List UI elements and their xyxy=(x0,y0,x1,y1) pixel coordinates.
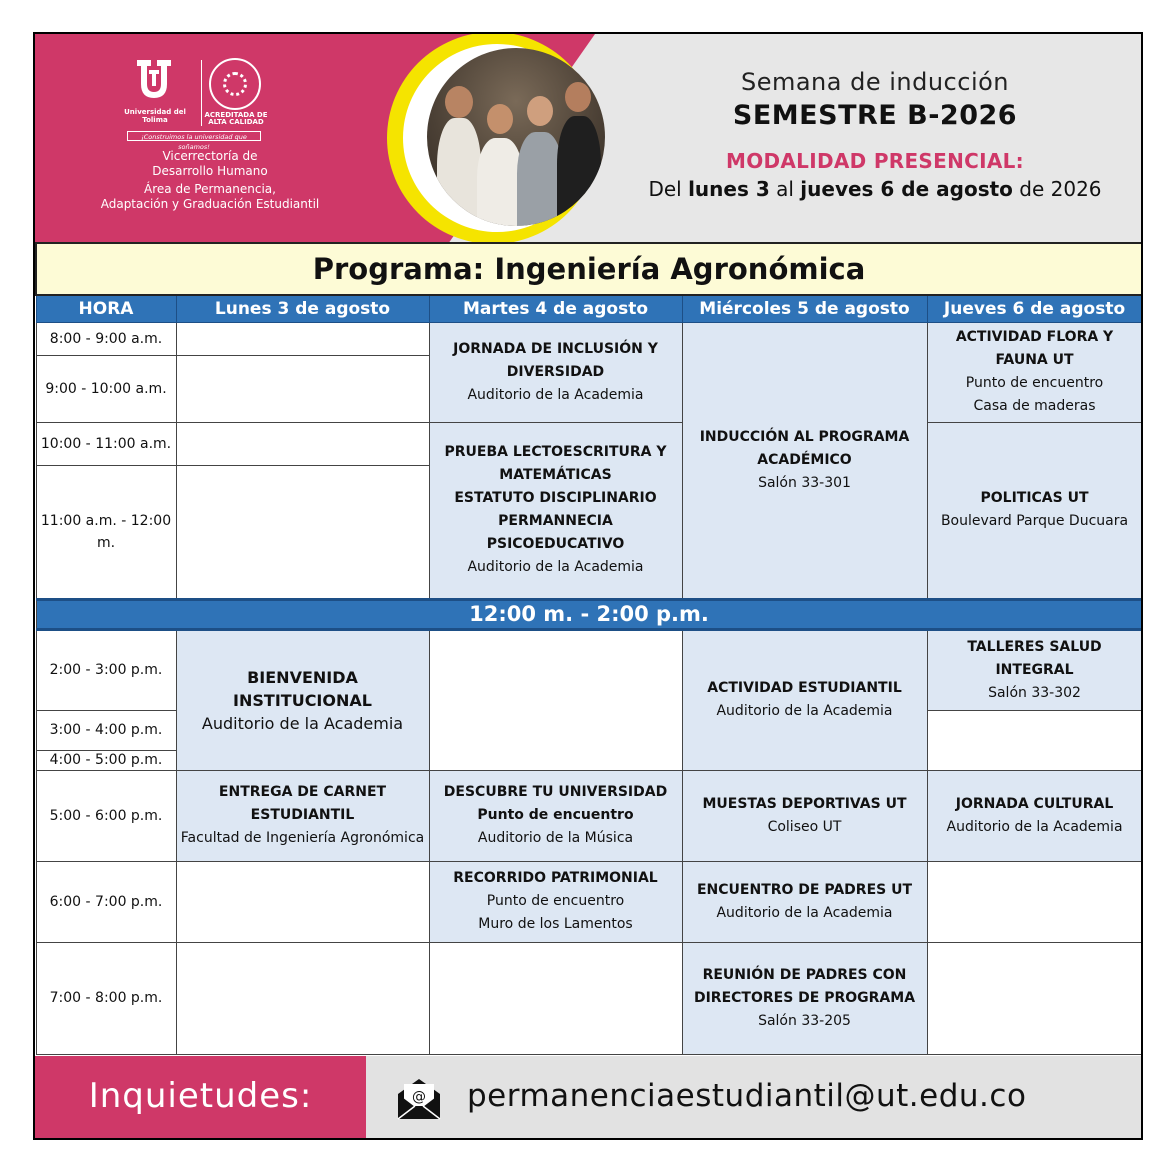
accreditation-seal-icon xyxy=(209,58,261,110)
hour-cell: 2:00 - 3:00 p.m. xyxy=(36,629,176,710)
empty-cell xyxy=(429,629,682,770)
event-cell: POLITICAS UT Boulevard Parque Ducuara xyxy=(927,422,1142,599)
empty-cell xyxy=(927,942,1142,1054)
event-cell: BIENVENIDA INSTITUCIONAL Auditorio de la Academia xyxy=(176,629,429,770)
event-cell: PRUEBA LECTOESCRITURA Y MATEMÁTICAS ESTATUTO DISCIPLINARIO PERMANNECIA PSICOEDUCATIVO Auditorio de la Academia xyxy=(429,422,682,599)
inquiries-label: Inquietudes: xyxy=(88,1076,313,1116)
program-title: Programa: Ingeniería Agronómica xyxy=(36,243,1142,295)
column-header-thursday: Jueves 6 de agosto xyxy=(927,295,1142,322)
event-cell: RECORRIDO PATRIMONIAL Punto de encuentro Muro de los Lamentos xyxy=(429,861,682,942)
empty-cell xyxy=(176,422,429,465)
empty-cell xyxy=(176,355,429,422)
event-dates: Del lunes 3 al jueves 6 de agosto de 2026 xyxy=(648,177,1102,201)
office-name: Vicerrectoría de Desarrollo Humano Área de Permanencia, Adaptación y Graduación Estudiantil xyxy=(100,149,320,211)
event-cell: ENCUENTRO DE PADRES UT Auditorio de la Academia xyxy=(682,861,927,942)
empty-cell xyxy=(927,861,1142,942)
hour-cell: 3:00 - 4:00 p.m. xyxy=(36,710,176,750)
empty-cell xyxy=(176,322,429,355)
event-cell: ACTIVIDAD ESTUDIANTIL Auditorio de la Academia xyxy=(682,629,927,770)
hour-cell: 5:00 - 6:00 p.m. xyxy=(36,770,176,861)
empty-cell xyxy=(176,861,429,942)
event-cell: TALLERES SALUD INTEGRAL Salón 33-302 xyxy=(927,629,1142,710)
column-header-wednesday: Miércoles 5 de agosto xyxy=(682,295,927,322)
contact-email[interactable]: permanenciaestudiantil@ut.edu.co xyxy=(467,1078,1027,1114)
header-banner xyxy=(35,34,1141,242)
hour-cell: 10:00 - 11:00 a.m. xyxy=(36,422,176,465)
footer-pink-panel xyxy=(35,1056,366,1138)
event-cell: ACTIVIDAD FLORA Y FAUNA UT Punto de encuentro Casa de maderas xyxy=(927,322,1142,422)
column-header-monday: Lunes 3 de agosto xyxy=(176,295,429,322)
semester-label: SEMESTRE B-2026 xyxy=(732,100,1018,131)
empty-cell xyxy=(176,465,429,599)
column-header-tuesday: Martes 4 de agosto xyxy=(429,295,682,322)
event-cell: MUESTAS DEPORTIVAS UT Coliseo UT xyxy=(682,770,927,861)
event-cell: JORNADA CULTURAL Auditorio de la Academia xyxy=(927,770,1142,861)
column-header-hora: HORA xyxy=(36,295,176,322)
event-title: Semana de inducción xyxy=(740,68,1010,96)
hour-cell: 8:00 - 9:00 a.m. xyxy=(36,322,176,355)
schedule-poster xyxy=(33,32,1143,1140)
empty-cell xyxy=(429,942,682,1054)
logo-divider xyxy=(201,60,202,126)
empty-cell xyxy=(927,710,1142,770)
university-slogan: ¡Construimos la universidad que soñamos! xyxy=(127,131,261,141)
modality-label: MODALIDAD PRESENCIAL: xyxy=(726,149,1024,173)
event-cell: INDUCCIÓN AL PROGRAMA ACADÉMICO Salón 33-301 xyxy=(682,322,927,599)
event-cell: DESCUBRE TU UNIVERSIDAD Punto de encuentro Auditorio de la Música xyxy=(429,770,682,861)
students-photo xyxy=(427,48,605,226)
footer-bar xyxy=(35,1056,1141,1138)
university-name: Universidad del Tolima xyxy=(124,108,186,124)
hour-cell: 4:00 - 5:00 p.m. xyxy=(36,750,176,770)
event-cell: ENTREGA DE CARNET ESTUDIANTIL Facultad de Ingeniería Agronómica xyxy=(176,770,429,861)
event-cell: REUNIÓN DE PADRES CON DIRECTORES DE PROGRAMA Salón 33-205 xyxy=(682,942,927,1054)
hour-cell: 11:00 a.m. - 12:00 m. xyxy=(36,465,176,599)
accreditation-text: ACREDITADA DE ALTA CALIDAD xyxy=(204,111,268,126)
hour-cell: 9:00 - 10:00 a.m. xyxy=(36,355,176,422)
hour-cell: 7:00 - 8:00 p.m. xyxy=(36,942,176,1054)
lunch-break: 12:00 m. - 2:00 p.m. xyxy=(36,599,1142,629)
hour-cell: 6:00 - 7:00 p.m. xyxy=(36,861,176,942)
envelope-at-icon xyxy=(395,1076,443,1122)
svg-text:@: @ xyxy=(412,1089,426,1105)
schedule-table xyxy=(35,242,1143,1055)
empty-cell xyxy=(176,942,429,1054)
event-cell: JORNADA DE INCLUSIÓN Y DIVERSIDAD Auditorio de la Academia xyxy=(429,322,682,422)
ut-logo-icon xyxy=(135,58,173,100)
